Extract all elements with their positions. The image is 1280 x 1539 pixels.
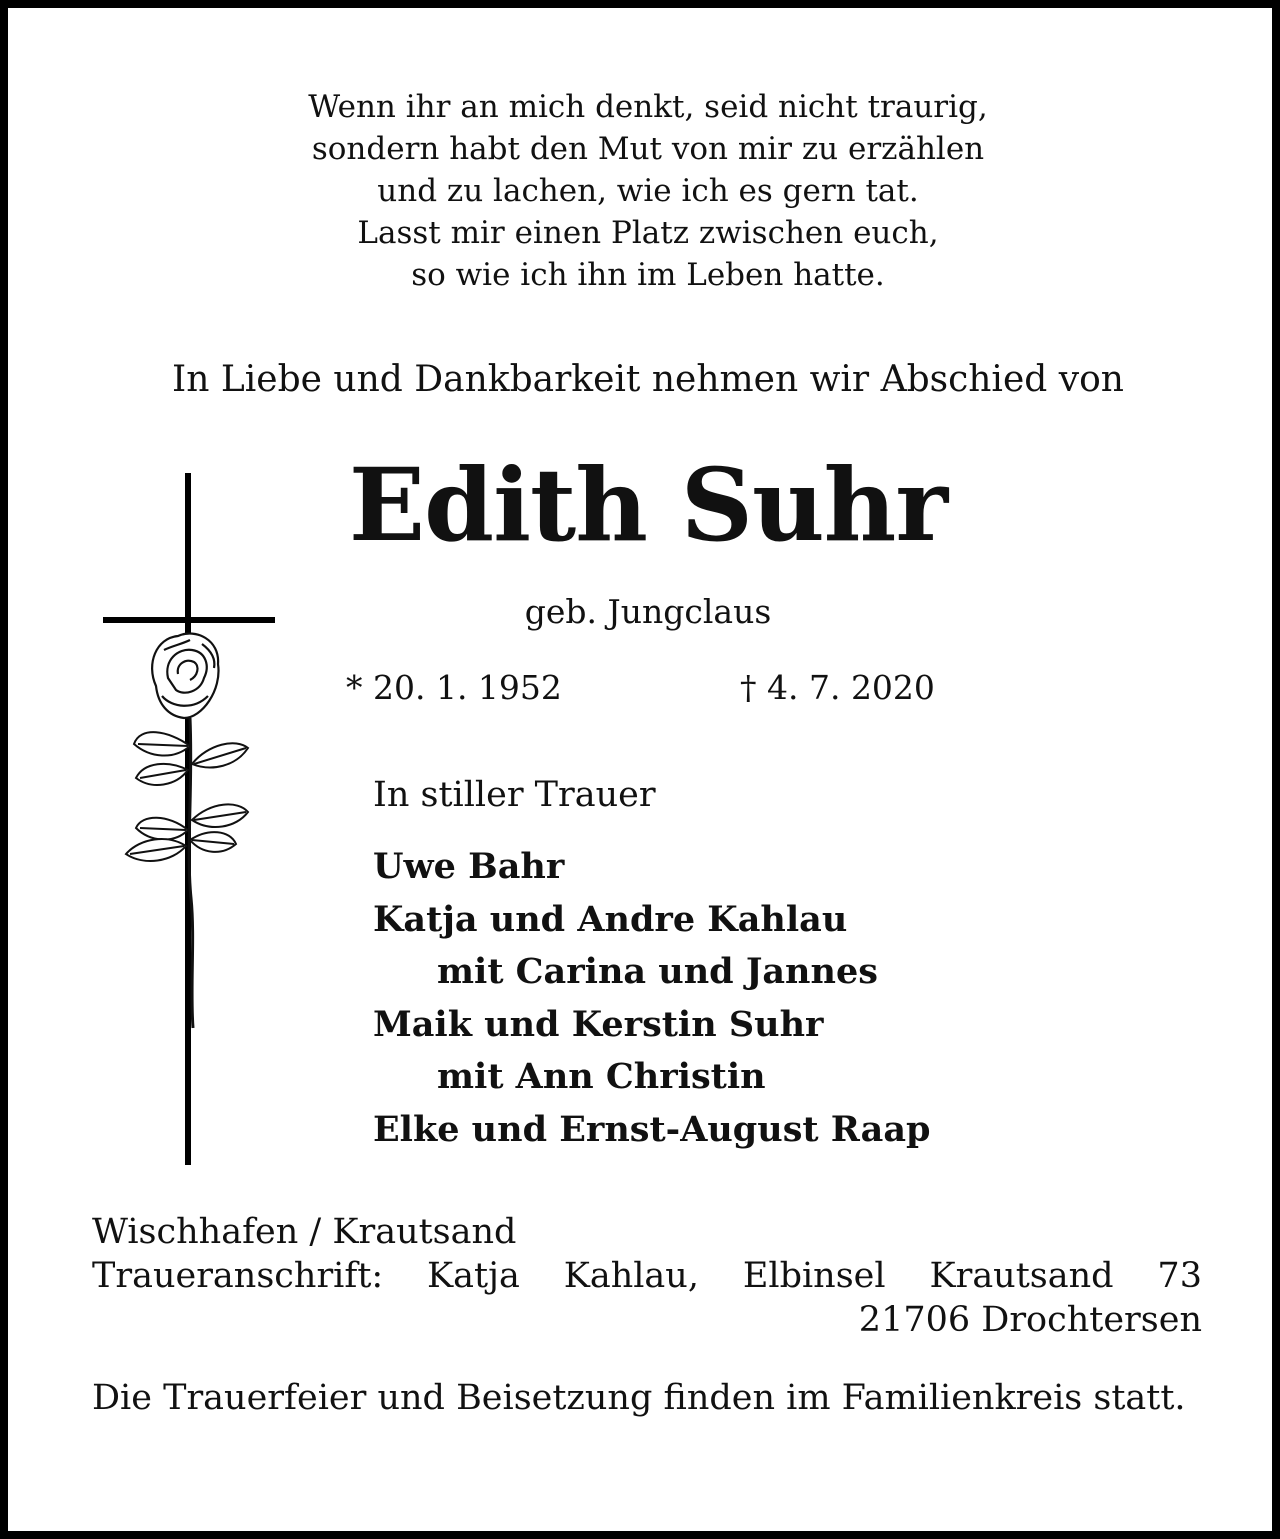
address-word: Elbinsel <box>742 1256 886 1296</box>
poem <box>8 86 1280 296</box>
address-line-2: 21706 Drochtersen <box>858 1300 1202 1340</box>
cross-with-rose-icon <box>98 468 288 1168</box>
poem-line: so wie ich ihn im Leben hatte. <box>411 257 885 293</box>
mourners-list <box>373 841 931 1156</box>
address-word: Katja <box>427 1256 520 1296</box>
mourner-entry: Uwe Bahr <box>373 846 565 887</box>
poem-line: und zu lachen, wie ich es gern tat. <box>377 173 919 209</box>
mourner-entry: Maik und Kerstin Suhr <box>373 1003 824 1045</box>
address-word: 73 <box>1157 1256 1202 1296</box>
mourning-address <box>92 1254 1202 1342</box>
mourner-entry: Elke und Ernst-August Raap <box>373 1108 931 1150</box>
poem-line: Lasst mir einen Platz zwischen euch, <box>357 215 939 251</box>
rose-bloom <box>152 634 218 718</box>
address-line-1 <box>92 1254 1202 1298</box>
poem-line: Wenn ihr an mich denkt, seid nicht traurig, <box>308 89 988 125</box>
maiden-name: geb. Jungclaus <box>524 592 772 631</box>
place-of-residence: Wischhafen / Krautsand <box>92 1212 517 1252</box>
address-word: Kahlau, <box>563 1256 699 1296</box>
address-word: Traueranschrift: <box>92 1256 384 1296</box>
ceremony-note: Die Trauerfeier und Beisetzung finden im Familienkreis statt. <box>92 1378 1186 1418</box>
death-date: † 4. 7. 2020 <box>740 668 935 707</box>
poem-line: sondern habt den Mut von mir zu erzählen <box>311 131 985 167</box>
deceased-name: Edith Suhr <box>348 446 948 564</box>
mourner-entry: mit Carina und Jannes <box>437 951 878 992</box>
farewell-intro: In Liebe und Dankbarkeit nehmen wir Abschied von <box>172 359 1124 400</box>
birth-date: * 20. 1. 1952 <box>346 668 562 707</box>
mourner-entry: mit Ann Christin <box>437 1056 766 1097</box>
mourning-label: In stiller Trauer <box>373 775 656 815</box>
cross-horizontal-bar <box>103 617 275 623</box>
address-word: Krautsand <box>929 1256 1114 1296</box>
mourner-entry: Katja und Andre Kahlau <box>373 898 848 940</box>
